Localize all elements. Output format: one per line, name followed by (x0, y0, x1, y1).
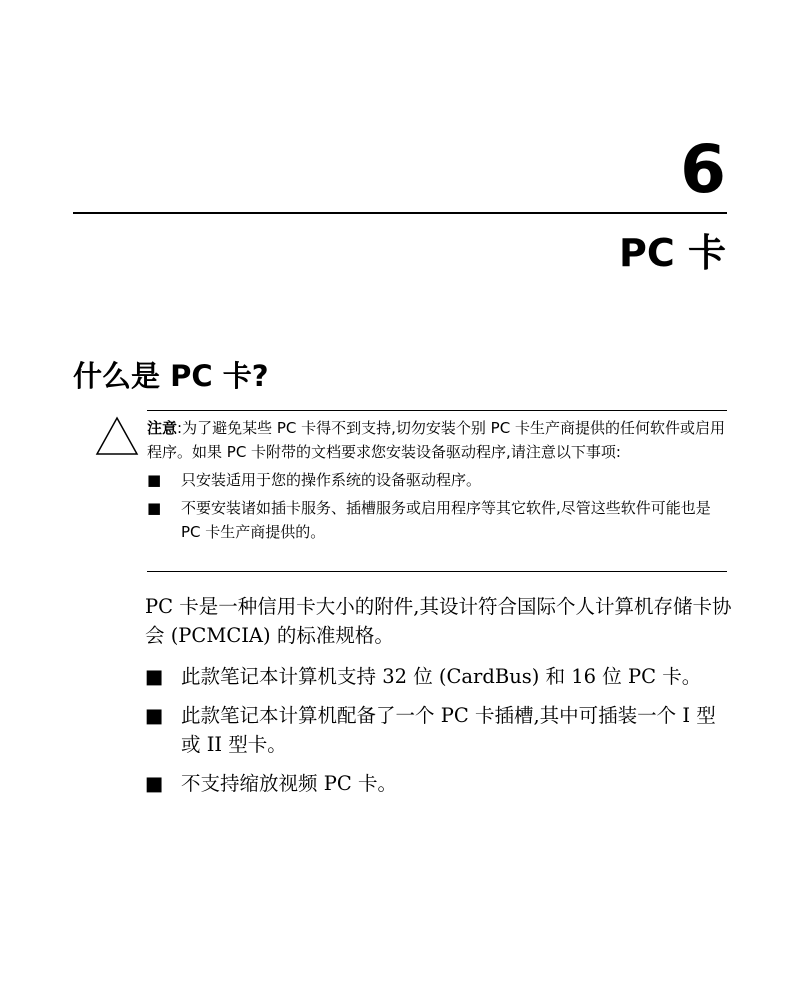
section-heading: 什么是 PC 卡? (73, 359, 269, 393)
notice-text: :为了避免某些 PC 卡得不到支持,切勿安装个别 PC 卡生产商提供的任何软件或启用程序。如果 PC 卡附带的文档要求您安装设备驱动程序,请注意以下事项: (147, 419, 725, 461)
notice-box (147, 416, 732, 548)
notice-label: 注意 (147, 419, 178, 437)
notice-bullet-item (147, 468, 732, 492)
feature-bullet-text: 此款笔记本计算机配备了一个 PC 卡插槽,其中可插装一个 I 型或 II 型卡。 (181, 704, 716, 756)
chapter-divider (73, 212, 727, 214)
feature-bullet-item (145, 701, 735, 759)
notice-bullet-item (147, 496, 732, 544)
notice-bullet-text: 不要安装诸如插卡服务、插槽服务或启用程序等其它软件,尽管这些软件可能也是 PC 卡生产商提供的。 (181, 499, 711, 541)
bullet-square-icon: ■ (145, 665, 164, 688)
feature-bullet-text: 不支持缩放视频 PC 卡。 (181, 772, 397, 795)
notice-paragraph (147, 416, 732, 464)
feature-bullet-item (145, 769, 735, 798)
caution-triangle-icon (95, 416, 139, 456)
bullet-square-icon: ■ (147, 471, 162, 489)
notice-bottom-rule (147, 571, 727, 572)
feature-bullet-text: 此款笔记本计算机支持 32 位 (CardBus) 和 16 位 PC 卡。 (181, 665, 702, 688)
chapter-number: 6 (680, 131, 726, 208)
notice-top-rule (147, 410, 727, 411)
main-body (145, 592, 735, 808)
notice-bullet-text: 只安装适用于您的操作系统的设备驱动程序。 (181, 471, 482, 489)
bullet-square-icon: ■ (145, 772, 164, 795)
notice-bullet-list (147, 468, 732, 544)
intro-paragraph: PC 卡是一种信用卡大小的附件,其设计符合国际个人计算机存储卡协会 (PCMCIA) 的标准规格。 (145, 595, 732, 647)
bullet-square-icon: ■ (147, 499, 162, 517)
bullet-square-icon: ■ (145, 704, 164, 727)
chapter-title: PC 卡 (619, 231, 726, 275)
feature-bullet-list (145, 662, 735, 798)
feature-bullet-item (145, 662, 735, 691)
